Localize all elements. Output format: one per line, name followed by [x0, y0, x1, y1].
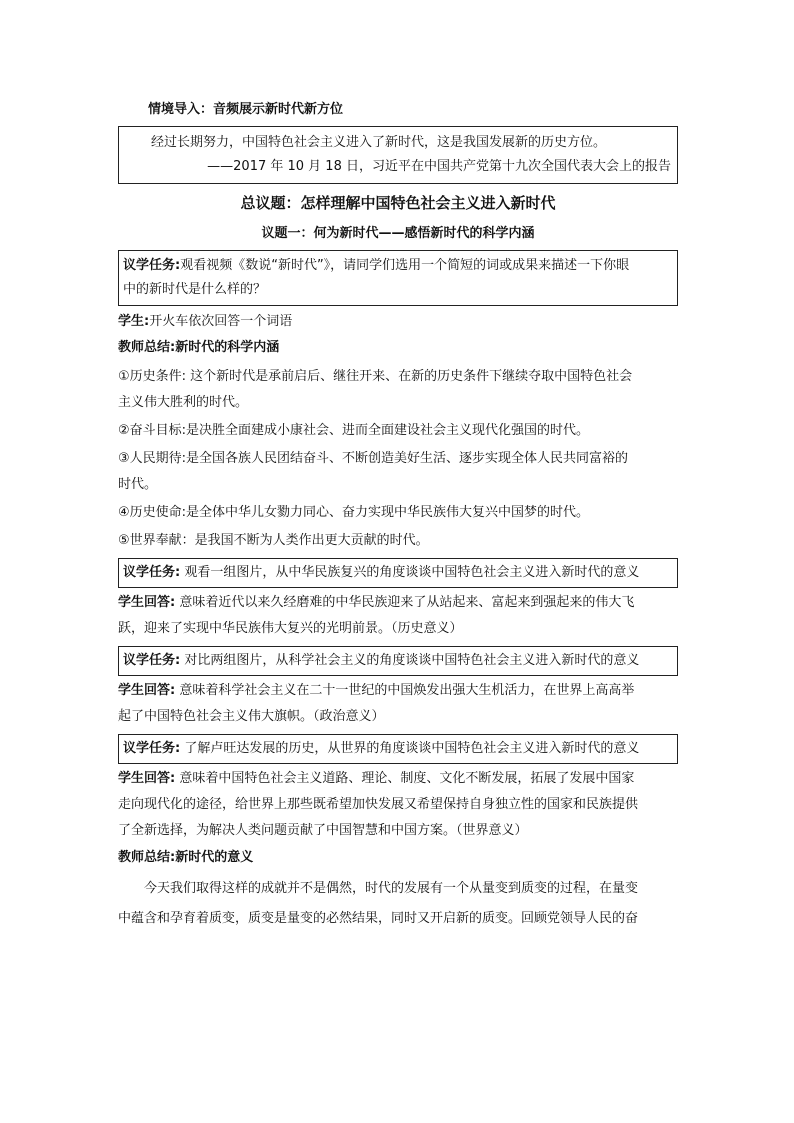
- task-4-text: 了解卢旺达发展的历史，从世界的角度谈谈中国特色社会主义进入新时代的意义: [180, 741, 640, 756]
- student-label: 学生:: [118, 314, 150, 329]
- task-3-line: [123, 649, 673, 673]
- document-content: [118, 100, 678, 934]
- answer-2: [118, 590, 678, 642]
- closing-line2: 中蕴含和孕育着质变，质变是量变的必然结果，同时又开启新的质变。回顾党领导人民的奋: [118, 911, 639, 926]
- teacher-summary-2: [118, 846, 678, 870]
- point-5-line1: ⑤世界奉献：是我国不断为人类作出更大贡献的时代。: [118, 533, 429, 548]
- closing-paragraph: [118, 874, 678, 934]
- teacher-label: 教师总结:: [118, 340, 176, 355]
- task-3-text: 对比两组图片，从科学社会主义的角度谈谈中国特色社会主义进入新时代的意义: [180, 653, 640, 668]
- answer-3: [118, 678, 678, 730]
- point-5: [118, 528, 678, 554]
- intro-quote-box: [118, 126, 678, 184]
- teacher-summary-1: [118, 336, 678, 360]
- task-box-4: [118, 734, 678, 764]
- teacher-2-text: 新时代的意义: [175, 850, 254, 865]
- answer-4: [118, 766, 678, 844]
- student-text: 开火车依次回答一个词语: [149, 314, 293, 329]
- point-3-line1: ③人民期待:是全国各族人民团结奋斗、不断创造美好生活、逐步实现全体人民共同富裕的: [118, 451, 629, 466]
- answer-4-label: 学生回答:: [118, 771, 176, 786]
- intro-line: [118, 100, 678, 120]
- task-1-line2: 中的新时代是什么样的？: [123, 282, 267, 297]
- point-2: [118, 418, 678, 444]
- point-2-line1: ②奋斗目标:是决胜全面建成小康社会、进而全面建设社会主义现代化强国的时代。: [118, 423, 590, 438]
- task-2-label: 议学任务:: [123, 565, 181, 580]
- point-1-line2: 主义伟大胜利的时代。: [118, 395, 249, 410]
- intro-quote: 经过长期努力，中国特色社会主义进入了新时代，这是我国发展新的历史方位。: [151, 135, 607, 150]
- point-4: [118, 500, 678, 526]
- answer-4-line2: 走向现代化的途径，给世界上那些既希望加快发展又希望保持自身独立性的国家和民族提供: [118, 797, 639, 812]
- answer-4-line1: 意味着中国特色社会主义道路、理论、制度、文化不断发展，拓展了发展中国家: [175, 771, 635, 786]
- sub-title: 议题一：何为新时代——感悟新时代的科学内涵: [261, 226, 535, 241]
- teacher-text: 新时代的科学内涵: [175, 340, 280, 355]
- point-3-line2: 时代。: [118, 477, 158, 492]
- points-list: [118, 364, 678, 554]
- intro-label: 情境导入：: [148, 102, 214, 117]
- point-1: [118, 364, 678, 416]
- task-2-line: [123, 561, 673, 585]
- answer-2-label: 学生回答:: [118, 595, 176, 610]
- answer-3-line2: 起了中国特色社会主义伟大旗帜。（政治意义）: [118, 709, 385, 724]
- task-4-line: [123, 737, 673, 761]
- answer-2-line2: 跃，迎来了实现中华民族伟大复兴的光明前景。（历史意义）: [118, 621, 463, 636]
- task-1-text: 观看视频《数说“新时代”》，请同学们选用一个简短的词或成果来描述一下你眼: [180, 258, 630, 273]
- task-1-line1: [123, 254, 673, 278]
- closing-line1: 今天我们取得这样的成就并不是偶然，时代的发展有一个从量变到质变的过程，在量变: [144, 881, 639, 896]
- answer-2-line1: 意味着近代以来久经磨难的中华民族迎来了从站起来、富起来到强起来的伟大飞: [175, 595, 635, 610]
- student-response-1: [118, 310, 678, 334]
- point-1-line1: ①历史条件: 这个新时代是承前启后、继往开来、在新的历史条件下继续夺取中国特色社会: [118, 369, 633, 384]
- answer-3-label: 学生回答:: [118, 683, 176, 698]
- teacher-2-label: 教师总结:: [118, 850, 176, 865]
- task-2-text: 观看一组图片，从中华民族复兴的角度谈谈中国特色社会主义进入新时代的意义: [180, 565, 640, 580]
- task-box-3: [118, 646, 678, 676]
- intro-source: ——2017 年 10 月 18 日，习近平在中国共产党第十九次全国代表大会上的报告: [207, 159, 671, 174]
- task-box-1: [118, 250, 678, 306]
- task-1-label: 议学任务:: [123, 258, 181, 273]
- point-3: [118, 446, 678, 498]
- intro-text: 音频展示新时代新方位: [213, 102, 344, 117]
- answer-3-line1: 意味着科学社会主义在二十一世纪的中国焕发出强大生机活力，在世界上高高举: [175, 683, 635, 698]
- point-4-line1: ④历史使命:是全体中华儿女勠力同心、奋力实现中华民族伟大复兴中国梦的时代。: [118, 505, 590, 520]
- task-3-label: 议学任务:: [123, 653, 181, 668]
- main-title: 总议题：怎样理解中国特色社会主义进入新时代: [240, 194, 556, 212]
- task-4-label: 议学任务:: [123, 741, 181, 756]
- answer-4-line3: 了全新选择，为解决人类问题贡献了中国智慧和中国方案。（世界意义）: [118, 823, 528, 838]
- task-box-2: [118, 558, 678, 588]
